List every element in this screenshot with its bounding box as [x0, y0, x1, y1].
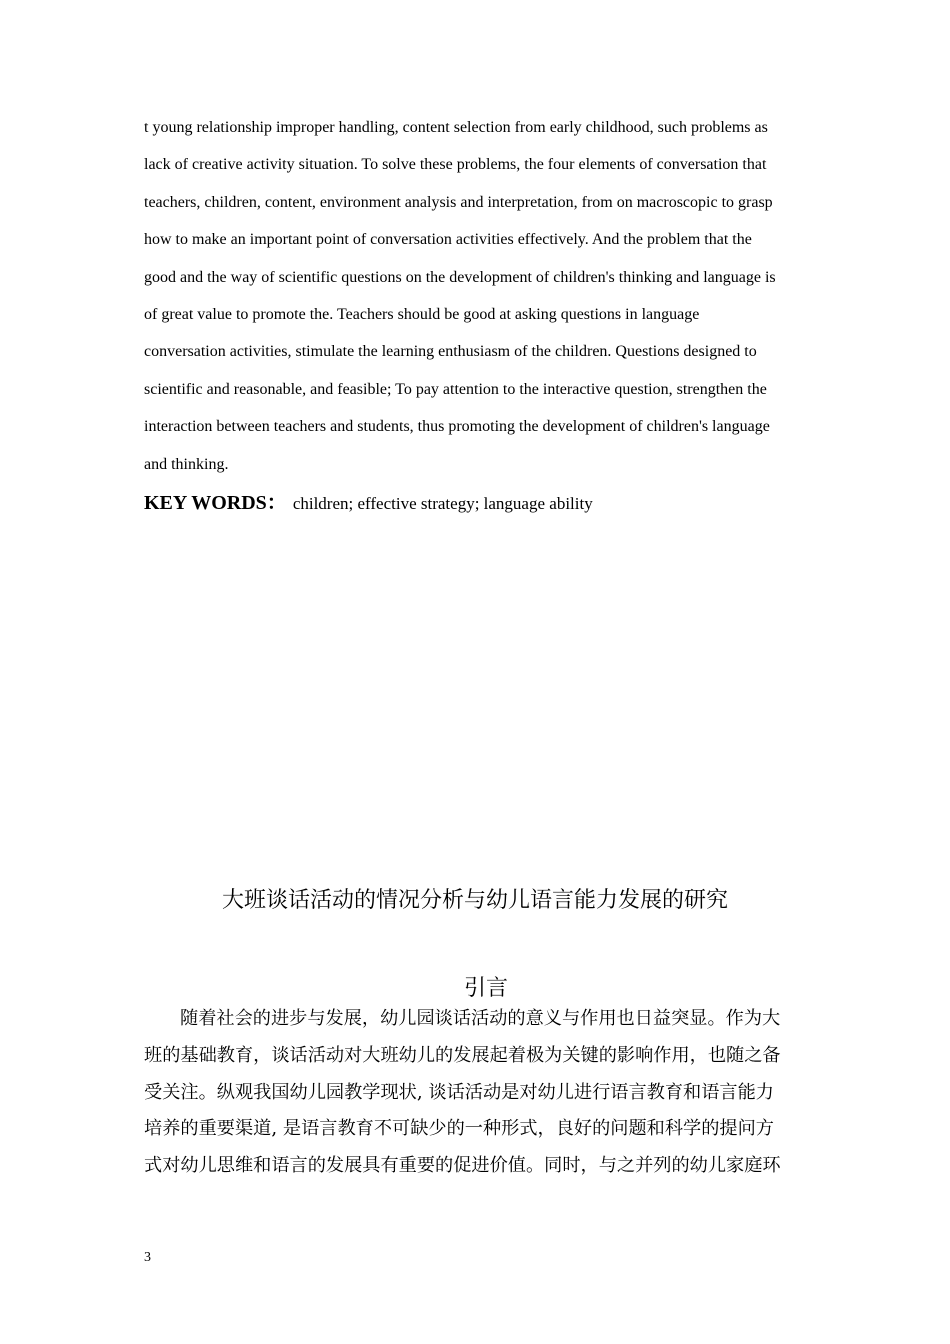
keywords-line	[144, 486, 593, 515]
introduction-paragraph	[144, 1004, 814, 1188]
abstract-line: teachers, children, content, environment analysis and interpretation, from on macroscopic to grasp	[144, 193, 773, 211]
abstract-line: scientific and reasonable, and feasible; To pay attention to the interactive question, strengthen the	[144, 380, 767, 398]
abstract-line: t young relationship improper handling, content selection from early childhood, such problems as	[144, 119, 768, 136]
introduction-line: 班的基础教育，谈话活动对大班幼儿的发展起着极为关键的影响作用，也随之备	[144, 1044, 781, 1066]
introduction-heading: 引言	[463, 976, 508, 1001]
introduction-line: 受关注。纵观我国幼儿园教学现状, 谈话活动是对幼儿进行语言教育和语言能力	[144, 1081, 774, 1103]
abstract-line: and thinking.	[144, 455, 229, 473]
keywords-label: KEY WORDS：	[144, 492, 287, 514]
abstract-line: conversation activities, stimulate the learning enthusiasm of the children. Questions designed to	[144, 343, 757, 361]
chinese-title: 大班谈话活动的情况分析与幼儿语言能力发展的研究	[221, 888, 728, 913]
abstract-line: good and the way of scientific questions on the development of children's thinking and language is	[144, 268, 776, 286]
abstract-line: of great value to promote the. Teachers should be good at asking questions in language	[144, 305, 700, 323]
abstract-line: how to make an important point of conversation activities effectively. And the problem that the	[144, 231, 752, 249]
abstract-paragraph	[144, 116, 824, 490]
introduction-line: 培养的重要渠道, 是语言教育不可缺少的一种形式，良好的问题和科学的提问方	[144, 1118, 774, 1140]
introduction-line: 式对幼儿思维和语言的发展具有重要的促进价值。同时，与之并列的幼儿家庭环	[144, 1155, 781, 1177]
page-number: 3	[144, 1250, 151, 1265]
abstract-line: lack of creative activity situation. To solve these problems, the four elements of conversation that	[144, 156, 767, 174]
keywords-value: children; effective strategy; language ability	[292, 494, 593, 513]
abstract-line: interaction between teachers and students, thus promoting the development of children's language	[144, 418, 770, 436]
introduction-line: 随着社会的进步与发展，幼儿园谈话活动的意义与作用也日益突显。作为大	[180, 1008, 781, 1029]
